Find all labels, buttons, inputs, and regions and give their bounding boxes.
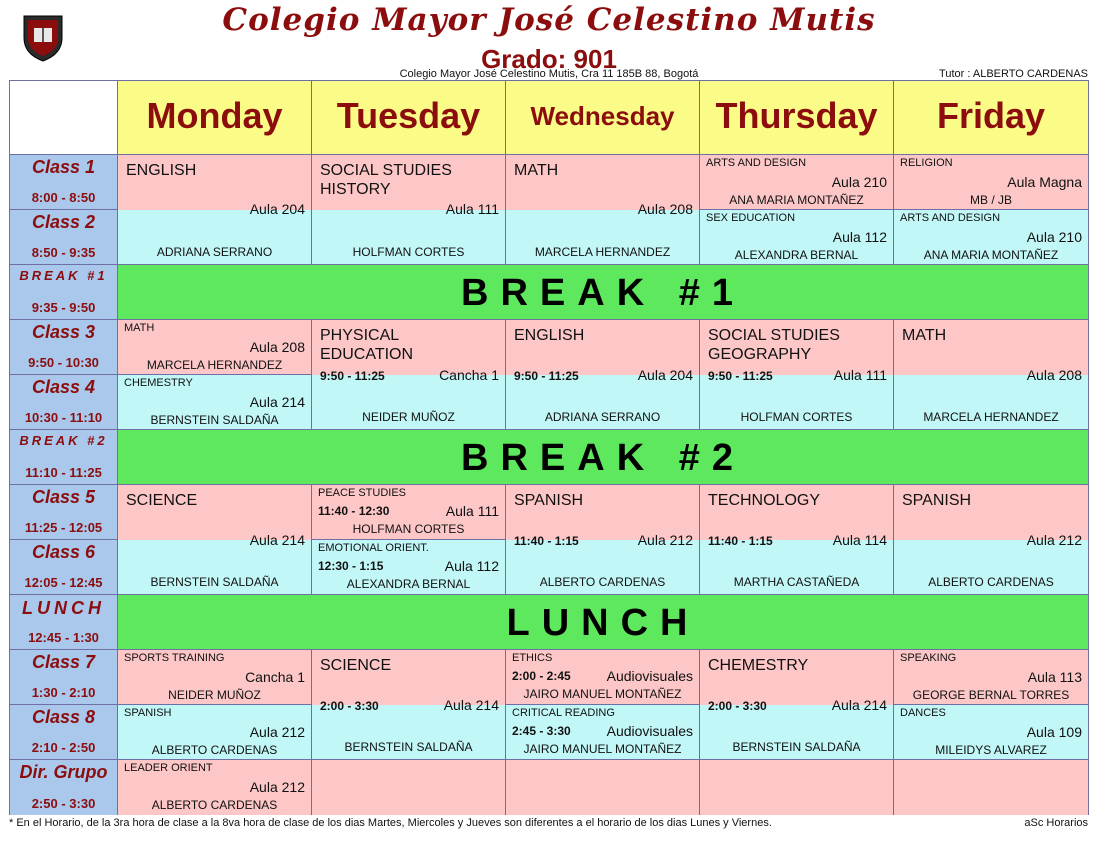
slot-class-1: Class 1 8:00 - 8:50: [10, 155, 118, 210]
cell-friday-class-8: DANCES Aula 109 MILEIDYS ALVAREZ: [894, 705, 1088, 760]
cell-wednesday-class-5-6: SPANISH 11:40 - 1:15 Aula 212 ALBERTO CARDENAS: [506, 485, 700, 595]
slot-class-3: Class 3 9:50 - 10:30: [10, 320, 118, 375]
cell-wednesday-class-3-4: ENGLISH 9:50 - 11:25 Aula 204 ADRIANA SERRANO: [506, 320, 700, 430]
day-header-monday: Monday: [118, 81, 312, 155]
slot-lunch: LUNCH 12:45 - 1:30: [10, 595, 118, 650]
slot-class-6: Class 6 12:05 - 12:45: [10, 540, 118, 595]
grade-title: Grado: 901: [481, 44, 617, 74]
cell-friday-dir-grupo: [894, 760, 1088, 815]
slot-class-8: Class 8 2:10 - 2:50: [10, 705, 118, 760]
slot-break-2: BREAK #2 11:10 - 11:25: [10, 430, 118, 485]
cell-monday-class-4: CHEMESTRY Aula 214 BERNSTEIN SALDAÑA: [118, 375, 312, 430]
cell-tuesday-class-3-4: PHYSICAL EDUCATION 9:50 - 11:25 Cancha 1 NEIDER MUÑOZ: [312, 320, 506, 430]
cell-friday-class-7: SPEAKING Aula 113 GEORGE BERNAL TORRES: [894, 650, 1088, 705]
cell-wednesday-class-8: CRITICAL READING 2:45 - 3:30 Audiovisuales JAIRO MANUEL MONTAÑEZ: [506, 705, 700, 760]
school-address: Colegio Mayor José Celestino Mutis, Cra 11 185B 88, Bogotá: [399, 68, 699, 80]
break-1-bar: BREAK #1: [118, 265, 1088, 320]
day-header-thursday: Thursday: [700, 81, 894, 155]
cell-monday-class-5-6: SCIENCE Aula 214 BERNSTEIN SALDAÑA: [118, 485, 312, 595]
cell-friday-class-1: RELIGION Aula Magna MB / JB: [894, 155, 1088, 210]
lunch-bar: LUNCH: [118, 595, 1088, 650]
software-credit: aSc Horarios: [1024, 817, 1088, 829]
slot-dir-grupo: Dir. Grupo 2:50 - 3:30: [10, 760, 118, 815]
cell-thursday-class-3-4: SOCIAL STUDIES GEOGRAPHY 9:50 - 11:25 Aula 111 HOLFMAN CORTES: [700, 320, 894, 430]
cell-wednesday-class-1-2: MATH Aula 208 MARCELA HERNANDEZ: [506, 155, 700, 265]
cell-friday-class-5-6: SPANISH Aula 212 ALBERTO CARDENAS: [894, 485, 1088, 595]
cell-monday-class-7: SPORTS TRAINING Cancha 1 NEIDER MUÑOZ: [118, 650, 312, 705]
cell-tuesday-class-7-8: SCIENCE 2:00 - 3:30 Aula 214 BERNSTEIN SALDAÑA: [312, 650, 506, 760]
cell-monday-class-8: SPANISH Aula 212 ALBERTO CARDENAS: [118, 705, 312, 760]
cell-monday-class-1-2: ENGLISH Aula 204 ADRIANA SERRANO: [118, 155, 312, 265]
footnote: * En el Horario, de la 3ra hora de clase a la 8va hora de clase de los dias Martes, Miercoles y Jueves son diferentes a el horario de los dias Lunes y Viernes.: [9, 817, 772, 829]
cell-wednesday-class-7: ETHICS 2:00 - 2:45 Audiovisuales JAIRO MANUEL MONTAÑEZ: [506, 650, 700, 705]
cell-thursday-class-1: ARTS AND DESIGN Aula 210 ANA MARIA MONTAÑEZ: [700, 155, 894, 210]
cell-friday-class-2: ARTS AND DESIGN Aula 210 ANA MARIA MONTAÑEZ: [894, 210, 1088, 265]
slot-class-2: Class 2 8:50 - 9:35: [10, 210, 118, 265]
cell-wednesday-dir-grupo: [506, 760, 700, 815]
cell-monday-dir-grupo: LEADER ORIENT Aula 212 ALBERTO CARDENAS: [118, 760, 312, 815]
day-header-friday: Friday: [894, 81, 1088, 155]
slot-class-7: Class 7 1:30 - 2:10: [10, 650, 118, 705]
day-header-tuesday: Tuesday: [312, 81, 506, 155]
timetable-grid: [9, 80, 1089, 815]
school-title: Colegio Mayor José Celestino Mutis: [222, 2, 876, 38]
cell-monday-class-3: MATH Aula 208 MARCELA HERNANDEZ: [118, 320, 312, 375]
cell-tuesday-class-5: PEACE STUDIES 11:40 - 12:30 Aula 111 HOLFMAN CORTES: [312, 485, 506, 540]
corner-cell: [10, 81, 118, 155]
slot-class-5: Class 5 11:25 - 12:05: [10, 485, 118, 540]
day-header-wednesday: Wednesday: [506, 81, 700, 155]
cell-thursday-dir-grupo: [700, 760, 894, 815]
tutor-label: Tutor : ALBERTO CARDENAS: [939, 68, 1088, 80]
cell-tuesday-class-1-2: SOCIAL STUDIES HISTORY Aula 111 HOLFMAN CORTES: [312, 155, 506, 265]
slot-class-4: Class 4 10:30 - 11:10: [10, 375, 118, 430]
break-2-bar: BREAK #2: [118, 430, 1088, 485]
cell-thursday-class-2: SEX EDUCATION Aula 112 ALEXANDRA BERNAL: [700, 210, 894, 265]
slot-break-1: BREAK #1 9:35 - 9:50: [10, 265, 118, 320]
cell-tuesday-class-6: EMOTIONAL ORIENT. 12:30 - 1:15 Aula 112 ALEXANDRA BERNAL: [312, 540, 506, 595]
cell-tuesday-dir-grupo: [312, 760, 506, 815]
cell-thursday-class-7-8: CHEMESTRY 2:00 - 3:30 Aula 214 BERNSTEIN SALDAÑA: [700, 650, 894, 760]
cell-friday-class-3-4: MATH Aula 208 MARCELA HERNANDEZ: [894, 320, 1088, 430]
cell-thursday-class-5-6: TECHNOLOGY 11:40 - 1:15 Aula 114 MARTHA CASTAÑEDA: [700, 485, 894, 595]
